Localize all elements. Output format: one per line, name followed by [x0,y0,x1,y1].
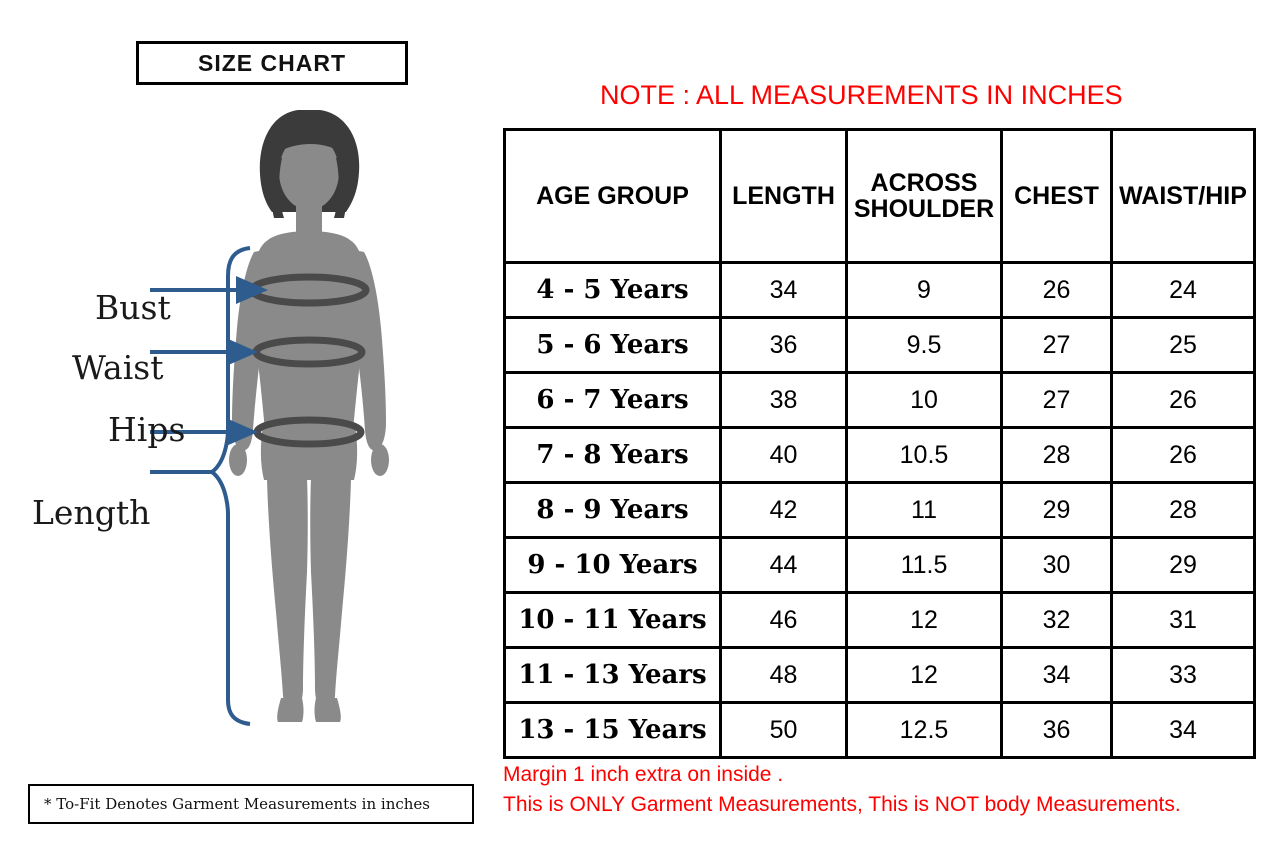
cell-waist-hip: 33 [1112,648,1255,703]
cell-chest: 32 [1002,593,1112,648]
table-row [505,428,1255,483]
to-fit-note-box [28,784,474,824]
footer-note-margin: Margin 1 inch extra on inside . [503,763,784,786]
cell-waist-hip: 31 [1112,593,1255,648]
table-row [505,318,1255,373]
cell-across-shoulder: 10.5 [847,428,1002,483]
label-hips: Hips [108,410,186,449]
measurements-panel [492,0,1280,853]
cell-chest: 28 [1002,428,1112,483]
cell-chest: 30 [1002,538,1112,593]
label-waist: Waist [72,348,164,387]
size-table [503,128,1256,759]
to-fit-note-text: * To-Fit Denotes Garment Measurements in inches [44,795,430,813]
table-row [505,373,1255,428]
table-row [505,703,1255,758]
figure-panel [0,0,490,853]
page-title: SIZE CHART [198,49,346,76]
cell-length: 38 [721,373,847,428]
table-row [505,593,1255,648]
cell-waist-hip: 25 [1112,318,1255,373]
cell-length: 42 [721,483,847,538]
column-header-chest: CHEST [1002,130,1112,263]
cell-across-shoulder: 9.5 [847,318,1002,373]
cell-across-shoulder: 12 [847,593,1002,648]
table-row [505,648,1255,703]
cell-age-group: 10 - 11 Years [505,593,721,648]
cell-length: 50 [721,703,847,758]
cell-age-group: 5 - 6 Years [505,318,721,373]
cell-age-group: 8 - 9 Years [505,483,721,538]
column-header-age-group: AGE GROUP [505,130,721,263]
cell-across-shoulder: 10 [847,373,1002,428]
cell-chest: 26 [1002,263,1112,318]
cell-age-group: 13 - 15 Years [505,703,721,758]
cell-age-group: 6 - 7 Years [505,373,721,428]
cell-waist-hip: 26 [1112,428,1255,483]
cell-chest: 27 [1002,373,1112,428]
cell-waist-hip: 34 [1112,703,1255,758]
cell-waist-hip: 24 [1112,263,1255,318]
cell-length: 48 [721,648,847,703]
cell-chest: 27 [1002,318,1112,373]
cell-waist-hip: 28 [1112,483,1255,538]
cell-chest: 29 [1002,483,1112,538]
cell-across-shoulder: 11.5 [847,538,1002,593]
label-length: Length [32,493,151,532]
body-figure [150,100,480,750]
cell-length: 40 [721,428,847,483]
column-header-waist-hip: WAIST/HIP [1112,130,1255,263]
cell-age-group: 4 - 5 Years [505,263,721,318]
cell-across-shoulder: 9 [847,263,1002,318]
cell-age-group: 9 - 10 Years [505,538,721,593]
cell-age-group: 7 - 8 Years [505,428,721,483]
cell-waist-hip: 29 [1112,538,1255,593]
column-header-length: LENGTH [721,130,847,263]
cell-across-shoulder: 12 [847,648,1002,703]
cell-waist-hip: 26 [1112,373,1255,428]
label-bust: Bust [95,288,171,327]
measurements-note: NOTE : ALL MEASUREMENTS IN INCHES [600,80,1123,110]
table-header-row [505,130,1255,263]
table-row [505,263,1255,318]
table-row [505,483,1255,538]
cell-across-shoulder: 11 [847,483,1002,538]
size-chart-title-box [136,41,408,85]
cell-chest: 36 [1002,703,1112,758]
cell-age-group: 11 - 13 Years [505,648,721,703]
footer-notes [503,760,1280,821]
table-row [505,538,1255,593]
cell-length: 44 [721,538,847,593]
cell-across-shoulder: 12.5 [847,703,1002,758]
cell-length: 36 [721,318,847,373]
cell-length: 34 [721,263,847,318]
footer-note-garment: This is ONLY Garment Measurements, This is NOT body Measurements. [503,793,1181,817]
cell-length: 46 [721,593,847,648]
column-header-across-shoulder: ACROSS SHOULDER [847,130,1002,263]
cell-chest: 34 [1002,648,1112,703]
body-figure-svg [150,100,480,750]
